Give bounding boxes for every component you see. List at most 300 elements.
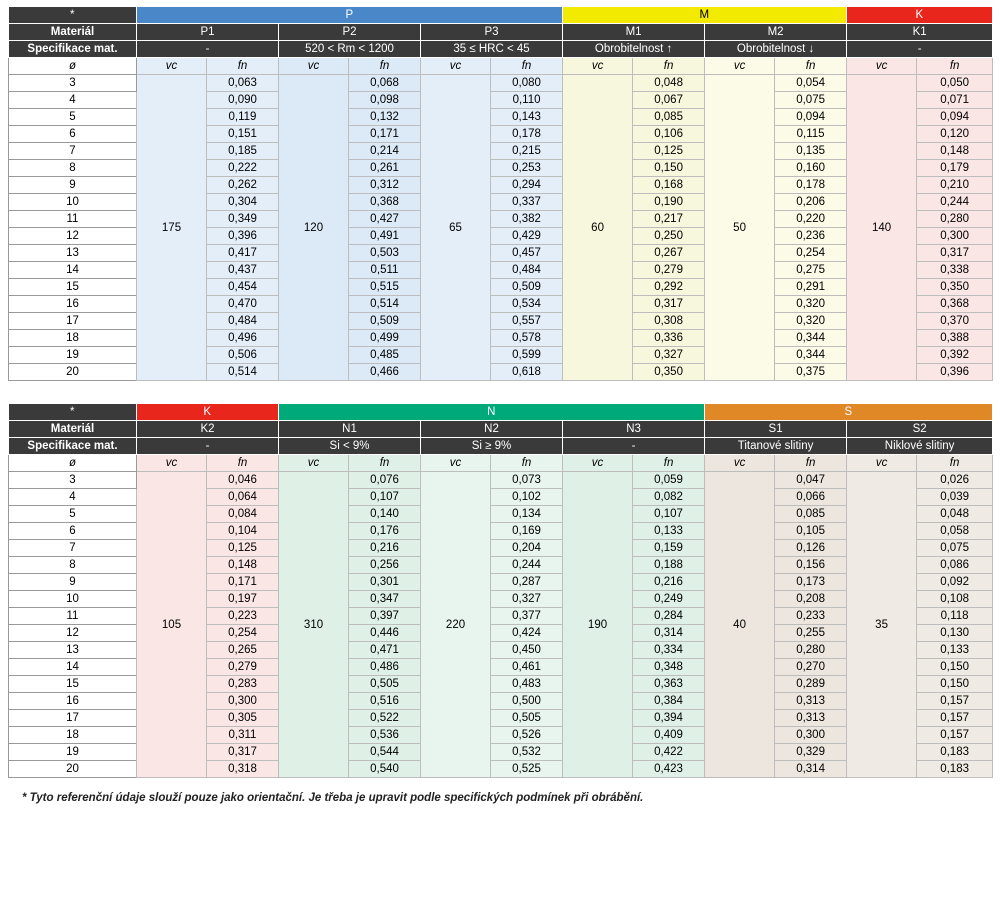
- fn-cell: 0,169: [491, 523, 563, 540]
- vc-cell-p1: 175: [137, 75, 207, 381]
- spec-s1: Titanové slitiny: [705, 438, 847, 455]
- fn-cell: 0,289: [775, 676, 847, 693]
- fn-cell: 0,375: [775, 364, 847, 381]
- diameter-cell: 20: [9, 761, 137, 778]
- diameter-cell: 8: [9, 160, 137, 177]
- unit-vc-k1: vc: [847, 58, 917, 75]
- group-k: K: [847, 7, 993, 24]
- fn-cell: 0,253: [491, 160, 563, 177]
- fn-cell: 0,544: [349, 744, 421, 761]
- fn-cell: 0,457: [491, 245, 563, 262]
- fn-cell: 0,107: [633, 506, 705, 523]
- diameter-cell: 9: [9, 574, 137, 591]
- fn-cell: 0,311: [207, 727, 279, 744]
- fn-cell: 0,470: [207, 296, 279, 313]
- spec-p3: 35 ≤ HRC < 45: [421, 41, 563, 58]
- fn-cell: 0,054: [775, 75, 847, 92]
- spec-m2: Obrobitelnost ↓: [705, 41, 847, 58]
- fn-cell: 0,370: [917, 313, 993, 330]
- fn-cell: 0,107: [349, 489, 421, 506]
- fn-cell: 0,344: [775, 330, 847, 347]
- fn-cell: 0,236: [775, 228, 847, 245]
- diameter-cell: 15: [9, 279, 137, 296]
- fn-cell: 0,206: [775, 194, 847, 211]
- fn-cell: 0,254: [775, 245, 847, 262]
- fn-cell: 0,397: [349, 608, 421, 625]
- data-rows-1: [9, 75, 993, 381]
- diameter-cell: 14: [9, 262, 137, 279]
- material-row: [9, 24, 993, 41]
- fn-cell: 0,409: [633, 727, 705, 744]
- fn-cell: 0,092: [917, 574, 993, 591]
- fn-cell: 0,284: [633, 608, 705, 625]
- unit-fn-k1: fn: [917, 58, 993, 75]
- fn-cell: 0,059: [633, 472, 705, 489]
- fn-cell: 0,171: [349, 126, 421, 143]
- unit-fn-p3: fn: [491, 58, 563, 75]
- fn-cell: 0,301: [349, 574, 421, 591]
- spec-n2: Si ≥ 9%: [421, 438, 563, 455]
- fn-cell: 0,222: [207, 160, 279, 177]
- fn-cell: 0,327: [491, 591, 563, 608]
- unit-fn-s2: fn: [917, 455, 993, 472]
- fn-cell: 0,557: [491, 313, 563, 330]
- unit-fn-n2: fn: [491, 455, 563, 472]
- fn-cell: 0,348: [633, 659, 705, 676]
- fn-cell: 0,396: [917, 364, 993, 381]
- fn-cell: 0,233: [775, 608, 847, 625]
- material-label-2: Materiál: [9, 421, 137, 438]
- fn-cell: 0,125: [207, 540, 279, 557]
- diameter-cell: 9: [9, 177, 137, 194]
- fn-cell: 0,094: [775, 109, 847, 126]
- unit-fn-m1: fn: [633, 58, 705, 75]
- spec-n3: -: [563, 438, 705, 455]
- fn-cell: 0,150: [917, 676, 993, 693]
- fn-cell: 0,179: [917, 160, 993, 177]
- diameter-cell: 11: [9, 608, 137, 625]
- fn-cell: 0,090: [207, 92, 279, 109]
- fn-cell: 0,026: [917, 472, 993, 489]
- fn-cell: 0,300: [207, 693, 279, 710]
- fn-cell: 0,068: [349, 75, 421, 92]
- material-label: Materiál: [9, 24, 137, 41]
- fn-cell: 0,143: [491, 109, 563, 126]
- fn-cell: 0,183: [917, 744, 993, 761]
- fn-cell: 0,244: [917, 194, 993, 211]
- fn-cell: 0,294: [491, 177, 563, 194]
- fn-cell: 0,216: [349, 540, 421, 557]
- fn-cell: 0,437: [207, 262, 279, 279]
- fn-cell: 0,159: [633, 540, 705, 557]
- material-p1: P1: [137, 24, 279, 41]
- material-k1: K1: [847, 24, 993, 41]
- fn-cell: 0,094: [917, 109, 993, 126]
- vc-cell-s1: 40: [705, 472, 775, 778]
- fn-cell: 0,160: [775, 160, 847, 177]
- fn-cell: 0,486: [349, 659, 421, 676]
- diameter-cell: 5: [9, 506, 137, 523]
- fn-cell: 0,337: [491, 194, 563, 211]
- fn-cell: 0,275: [775, 262, 847, 279]
- fn-cell: 0,151: [207, 126, 279, 143]
- unit-fn-k2: fn: [207, 455, 279, 472]
- fn-cell: 0,157: [917, 727, 993, 744]
- diameter-cell: 15: [9, 676, 137, 693]
- spec-row-2: [9, 438, 993, 455]
- material-n1: N1: [279, 421, 421, 438]
- fn-cell: 0,454: [207, 279, 279, 296]
- diameter-cell: 5: [9, 109, 137, 126]
- diameter-cell: 7: [9, 143, 137, 160]
- fn-cell: 0,314: [775, 761, 847, 778]
- unit-vc-n3: vc: [563, 455, 633, 472]
- fn-cell: 0,130: [917, 625, 993, 642]
- fn-cell: 0,048: [633, 75, 705, 92]
- fn-cell: 0,119: [207, 109, 279, 126]
- fn-cell: 0,197: [207, 591, 279, 608]
- fn-cell: 0,394: [633, 710, 705, 727]
- fn-cell: 0,168: [633, 177, 705, 194]
- fn-cell: 0,525: [491, 761, 563, 778]
- vc-cell-n3: 190: [563, 472, 633, 778]
- cutting-data-table-1: [8, 6, 993, 381]
- diameter-cell: 17: [9, 710, 137, 727]
- fn-cell: 0,204: [491, 540, 563, 557]
- diameter-cell: 10: [9, 194, 137, 211]
- fn-cell: 0,540: [349, 761, 421, 778]
- fn-cell: 0,344: [775, 347, 847, 364]
- fn-cell: 0,261: [349, 160, 421, 177]
- material-m2: M2: [705, 24, 847, 41]
- fn-cell: 0,522: [349, 710, 421, 727]
- fn-cell: 0,125: [633, 143, 705, 160]
- unit-vc-s2: vc: [847, 455, 917, 472]
- fn-cell: 0,047: [775, 472, 847, 489]
- fn-cell: 0,484: [491, 262, 563, 279]
- cutting-data-table-2: [8, 403, 993, 778]
- vc-cell-k1: 140: [847, 75, 917, 381]
- fn-cell: 0,446: [349, 625, 421, 642]
- fn-cell: 0,039: [917, 489, 993, 506]
- fn-cell: 0,350: [633, 364, 705, 381]
- diameter-cell: 18: [9, 727, 137, 744]
- material-p3: P3: [421, 24, 563, 41]
- diameter-cell: 14: [9, 659, 137, 676]
- fn-cell: 0,046: [207, 472, 279, 489]
- fn-cell: 0,368: [349, 194, 421, 211]
- diameter-cell: 12: [9, 228, 137, 245]
- fn-cell: 0,484: [207, 313, 279, 330]
- fn-cell: 0,300: [917, 228, 993, 245]
- fn-cell: 0,304: [207, 194, 279, 211]
- material-k2: K2: [137, 421, 279, 438]
- unit-vc-s1: vc: [705, 455, 775, 472]
- fn-cell: 0,176: [349, 523, 421, 540]
- fn-cell: 0,305: [207, 710, 279, 727]
- fn-cell: 0,183: [917, 761, 993, 778]
- material-p2: P2: [279, 24, 421, 41]
- fn-cell: 0,329: [775, 744, 847, 761]
- fn-cell: 0,314: [633, 625, 705, 642]
- fn-cell: 0,509: [491, 279, 563, 296]
- material-n3: N3: [563, 421, 705, 438]
- fn-cell: 0,514: [207, 364, 279, 381]
- vc-cell-n2: 220: [421, 472, 491, 778]
- fn-cell: 0,503: [349, 245, 421, 262]
- fn-cell: 0,135: [775, 143, 847, 160]
- material-s2: S2: [847, 421, 993, 438]
- material-row-2: [9, 421, 993, 438]
- spec-row: [9, 41, 993, 58]
- fn-cell: 0,388: [917, 330, 993, 347]
- fn-cell: 0,347: [349, 591, 421, 608]
- fn-cell: 0,423: [633, 761, 705, 778]
- fn-cell: 0,280: [917, 211, 993, 228]
- fn-cell: 0,514: [349, 296, 421, 313]
- fn-cell: 0,118: [917, 608, 993, 625]
- fn-cell: 0,178: [775, 177, 847, 194]
- diameter-cell: 16: [9, 296, 137, 313]
- spec-k2: -: [137, 438, 279, 455]
- fn-cell: 0,150: [917, 659, 993, 676]
- fn-cell: 0,190: [633, 194, 705, 211]
- fn-cell: 0,483: [491, 676, 563, 693]
- group-header-row-2: [9, 404, 993, 421]
- diameter-cell: 16: [9, 693, 137, 710]
- fn-cell: 0,067: [633, 92, 705, 109]
- group-s: S: [705, 404, 993, 421]
- fn-cell: 0,516: [349, 693, 421, 710]
- diameter-cell: 10: [9, 591, 137, 608]
- fn-cell: 0,255: [775, 625, 847, 642]
- fn-cell: 0,157: [917, 693, 993, 710]
- vc-cell-s2: 35: [847, 472, 917, 778]
- fn-cell: 0,178: [491, 126, 563, 143]
- fn-cell: 0,511: [349, 262, 421, 279]
- fn-cell: 0,140: [349, 506, 421, 523]
- table-row: [9, 75, 993, 92]
- fn-cell: 0,500: [491, 693, 563, 710]
- fn-cell: 0,515: [349, 279, 421, 296]
- diameter-label: ø: [9, 58, 137, 75]
- table-spacer: [8, 381, 992, 403]
- material-s1: S1: [705, 421, 847, 438]
- fn-cell: 0,157: [917, 710, 993, 727]
- fn-cell: 0,392: [917, 347, 993, 364]
- fn-cell: 0,216: [633, 574, 705, 591]
- fn-cell: 0,287: [491, 574, 563, 591]
- fn-cell: 0,336: [633, 330, 705, 347]
- fn-cell: 0,327: [633, 347, 705, 364]
- unit-fn-p2: fn: [349, 58, 421, 75]
- fn-cell: 0,244: [491, 557, 563, 574]
- fn-cell: 0,318: [207, 761, 279, 778]
- fn-cell: 0,075: [775, 92, 847, 109]
- fn-cell: 0,208: [775, 591, 847, 608]
- diameter-cell: 7: [9, 540, 137, 557]
- data-rows-2: [9, 472, 993, 778]
- fn-cell: 0,368: [917, 296, 993, 313]
- fn-cell: 0,185: [207, 143, 279, 160]
- fn-cell: 0,223: [207, 608, 279, 625]
- fn-cell: 0,422: [633, 744, 705, 761]
- vc-cell-k2: 105: [137, 472, 207, 778]
- fn-cell: 0,134: [491, 506, 563, 523]
- fn-cell: 0,534: [491, 296, 563, 313]
- fn-cell: 0,313: [775, 693, 847, 710]
- fn-cell: 0,509: [349, 313, 421, 330]
- fn-cell: 0,085: [633, 109, 705, 126]
- spec-p1: -: [137, 41, 279, 58]
- fn-cell: 0,150: [633, 160, 705, 177]
- fn-cell: 0,396: [207, 228, 279, 245]
- fn-cell: 0,086: [917, 557, 993, 574]
- fn-cell: 0,300: [775, 727, 847, 744]
- material-n2: N2: [421, 421, 563, 438]
- spec-n1: Si < 9%: [279, 438, 421, 455]
- fn-cell: 0,350: [917, 279, 993, 296]
- diameter-cell: 12: [9, 625, 137, 642]
- fn-cell: 0,063: [207, 75, 279, 92]
- fn-cell: 0,270: [775, 659, 847, 676]
- fn-cell: 0,210: [917, 177, 993, 194]
- fn-cell: 0,148: [207, 557, 279, 574]
- vc-cell-m1: 60: [563, 75, 633, 381]
- diameter-cell: 4: [9, 92, 137, 109]
- table-row: [9, 472, 993, 489]
- diameter-cell: 8: [9, 557, 137, 574]
- fn-cell: 0,214: [349, 143, 421, 160]
- fn-cell: 0,382: [491, 211, 563, 228]
- fn-cell: 0,317: [207, 744, 279, 761]
- diameter-cell: 19: [9, 347, 137, 364]
- fn-cell: 0,491: [349, 228, 421, 245]
- fn-cell: 0,108: [917, 591, 993, 608]
- fn-cell: 0,256: [349, 557, 421, 574]
- spec-m1: Obrobitelnost ↑: [563, 41, 705, 58]
- unit-vc-p3: vc: [421, 58, 491, 75]
- diameter-label-2: ø: [9, 455, 137, 472]
- fn-cell: 0,132: [349, 109, 421, 126]
- fn-cell: 0,048: [917, 506, 993, 523]
- diameter-cell: 19: [9, 744, 137, 761]
- diameter-cell: 6: [9, 523, 137, 540]
- fn-cell: 0,071: [917, 92, 993, 109]
- group-star: *: [9, 7, 137, 24]
- fn-cell: 0,085: [775, 506, 847, 523]
- fn-cell: 0,148: [917, 143, 993, 160]
- diameter-cell: 3: [9, 472, 137, 489]
- footnote: * Tyto referenční údaje slouží pouze jako orientační. Je třeba je upravit podle specifických podmínek při obrábění.: [22, 792, 644, 804]
- fn-cell: 0,429: [491, 228, 563, 245]
- spec-label: Specifikace mat.: [9, 41, 137, 58]
- fn-cell: 0,532: [491, 744, 563, 761]
- unit-vc-n1: vc: [279, 455, 349, 472]
- fn-cell: 0,250: [633, 228, 705, 245]
- fn-cell: 0,104: [207, 523, 279, 540]
- fn-cell: 0,066: [775, 489, 847, 506]
- spec-p2: 520 < Rm < 1200: [279, 41, 421, 58]
- fn-cell: 0,280: [775, 642, 847, 659]
- fn-cell: 0,320: [775, 313, 847, 330]
- fn-cell: 0,466: [349, 364, 421, 381]
- fn-cell: 0,133: [633, 523, 705, 540]
- material-m1: M1: [563, 24, 705, 41]
- fn-cell: 0,171: [207, 574, 279, 591]
- group-m: M: [563, 7, 847, 24]
- fn-cell: 0,249: [633, 591, 705, 608]
- fn-cell: 0,267: [633, 245, 705, 262]
- diameter-cell: 6: [9, 126, 137, 143]
- fn-cell: 0,578: [491, 330, 563, 347]
- fn-cell: 0,220: [775, 211, 847, 228]
- unit-fn-n1: fn: [349, 455, 421, 472]
- vc-cell-p2: 120: [279, 75, 349, 381]
- fn-cell: 0,254: [207, 625, 279, 642]
- fn-cell: 0,506: [207, 347, 279, 364]
- vc-cell-p3: 65: [421, 75, 491, 381]
- group-star-2: *: [9, 404, 137, 421]
- unit-vc-k2: vc: [137, 455, 207, 472]
- fn-cell: 0,427: [349, 211, 421, 228]
- fn-cell: 0,450: [491, 642, 563, 659]
- fn-cell: 0,417: [207, 245, 279, 262]
- fn-cell: 0,265: [207, 642, 279, 659]
- fn-cell: 0,317: [917, 245, 993, 262]
- fn-cell: 0,317: [633, 296, 705, 313]
- fn-cell: 0,082: [633, 489, 705, 506]
- group-p: P: [137, 7, 563, 24]
- unit-fn-p1: fn: [207, 58, 279, 75]
- fn-cell: 0,338: [917, 262, 993, 279]
- unit-vc-p2: vc: [279, 58, 349, 75]
- unit-vc-m1: vc: [563, 58, 633, 75]
- fn-cell: 0,126: [775, 540, 847, 557]
- unit-fn-s1: fn: [775, 455, 847, 472]
- fn-cell: 0,133: [917, 642, 993, 659]
- fn-cell: 0,064: [207, 489, 279, 506]
- spec-k1: -: [847, 41, 993, 58]
- unit-fn-n3: fn: [633, 455, 705, 472]
- fn-cell: 0,312: [349, 177, 421, 194]
- fn-cell: 0,215: [491, 143, 563, 160]
- diameter-cell: 3: [9, 75, 137, 92]
- unit-row: [9, 58, 993, 75]
- fn-cell: 0,384: [633, 693, 705, 710]
- fn-cell: 0,283: [207, 676, 279, 693]
- fn-cell: 0,349: [207, 211, 279, 228]
- fn-cell: 0,102: [491, 489, 563, 506]
- fn-cell: 0,050: [917, 75, 993, 92]
- diameter-cell: 4: [9, 489, 137, 506]
- diameter-cell: 20: [9, 364, 137, 381]
- group-header-row: [9, 7, 993, 24]
- fn-cell: 0,471: [349, 642, 421, 659]
- fn-cell: 0,313: [775, 710, 847, 727]
- fn-cell: 0,262: [207, 177, 279, 194]
- fn-cell: 0,536: [349, 727, 421, 744]
- fn-cell: 0,120: [917, 126, 993, 143]
- fn-cell: 0,599: [491, 347, 563, 364]
- unit-vc-m2: vc: [705, 58, 775, 75]
- fn-cell: 0,098: [349, 92, 421, 109]
- fn-cell: 0,499: [349, 330, 421, 347]
- fn-cell: 0,377: [491, 608, 563, 625]
- fn-cell: 0,156: [775, 557, 847, 574]
- fn-cell: 0,496: [207, 330, 279, 347]
- unit-vc-n2: vc: [421, 455, 491, 472]
